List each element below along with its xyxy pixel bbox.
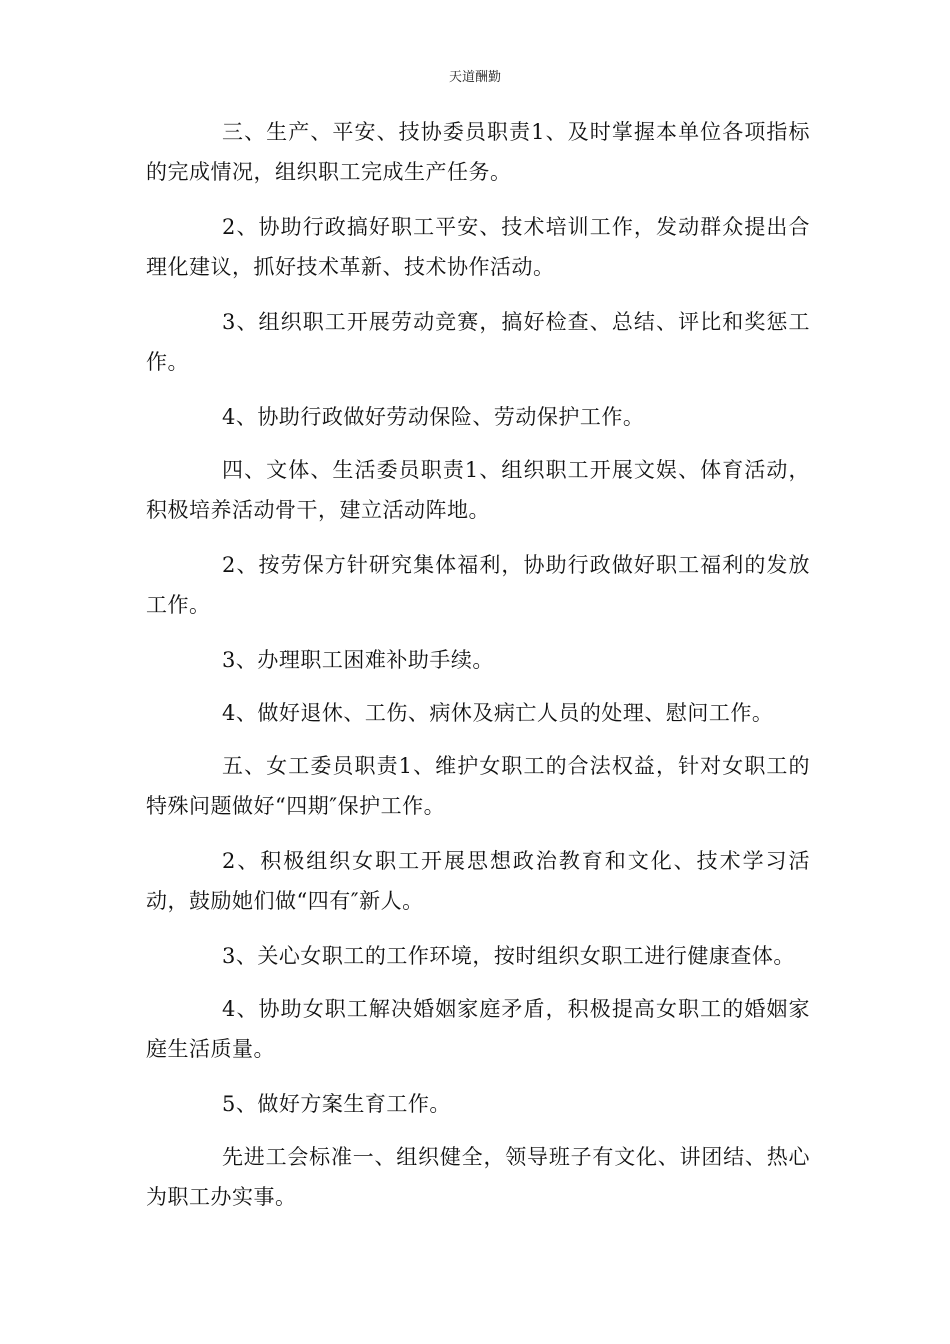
paragraph: 三、生产、平安、技协委员职责1、及时掌握本单位各项指标的完成情况，组织职工完成生产任务。 xyxy=(146,120,810,184)
page-header: 天道酬勤 xyxy=(448,70,501,85)
paragraph: 2、协助行政搞好职工平安、技术培训工作，发动群众提出合理化建议，抓好技术革新、技术协作活动。 xyxy=(146,215,810,279)
paragraph: 2、积极组织女职工开展思想政治教育和文化、技术学习活动，鼓励她们做“四有″新人。 xyxy=(146,849,810,913)
paragraph: 4、做好退休、工伤、病休及病亡人员的处理、慰问工作。 xyxy=(222,701,774,725)
paragraph: 4、协助女职工解决婚姻家庭矛盾，积极提高女职工的婚姻家庭生活质量。 xyxy=(146,997,810,1061)
paragraph: 3、组织职工开展劳动竞赛，搞好检查、总结、评比和奖惩工作。 xyxy=(146,310,810,374)
paragraph: 3、关心女职工的工作环境，按时组织女职工进行健康查体。 xyxy=(222,944,795,968)
paragraph: 3、办理职工困难补助手续。 xyxy=(222,648,494,672)
paragraph: 四、文体、生活委员职责1、组织职工开展文娱、体育活动，积极培养活动骨干，建立活动阵地。 xyxy=(146,458,810,522)
paragraph: 五、女工委员职责1、维护女职工的合法权益，针对女职工的特殊问题做好“四期″保护工作。 xyxy=(146,754,810,818)
paragraph: 5、做好方案生育工作。 xyxy=(222,1092,451,1116)
paragraph: 4、协助行政做好劳动保险、劳动保护工作。 xyxy=(222,405,645,429)
paragraph: 先进工会标准一、组织健全，领导班子有文化、讲团结、热心为职工办实事。 xyxy=(146,1145,810,1209)
paragraph: 2、按劳保方针研究集体福利，协助行政做好职工福利的发放工作。 xyxy=(146,553,810,617)
document-body xyxy=(146,112,810,1232)
